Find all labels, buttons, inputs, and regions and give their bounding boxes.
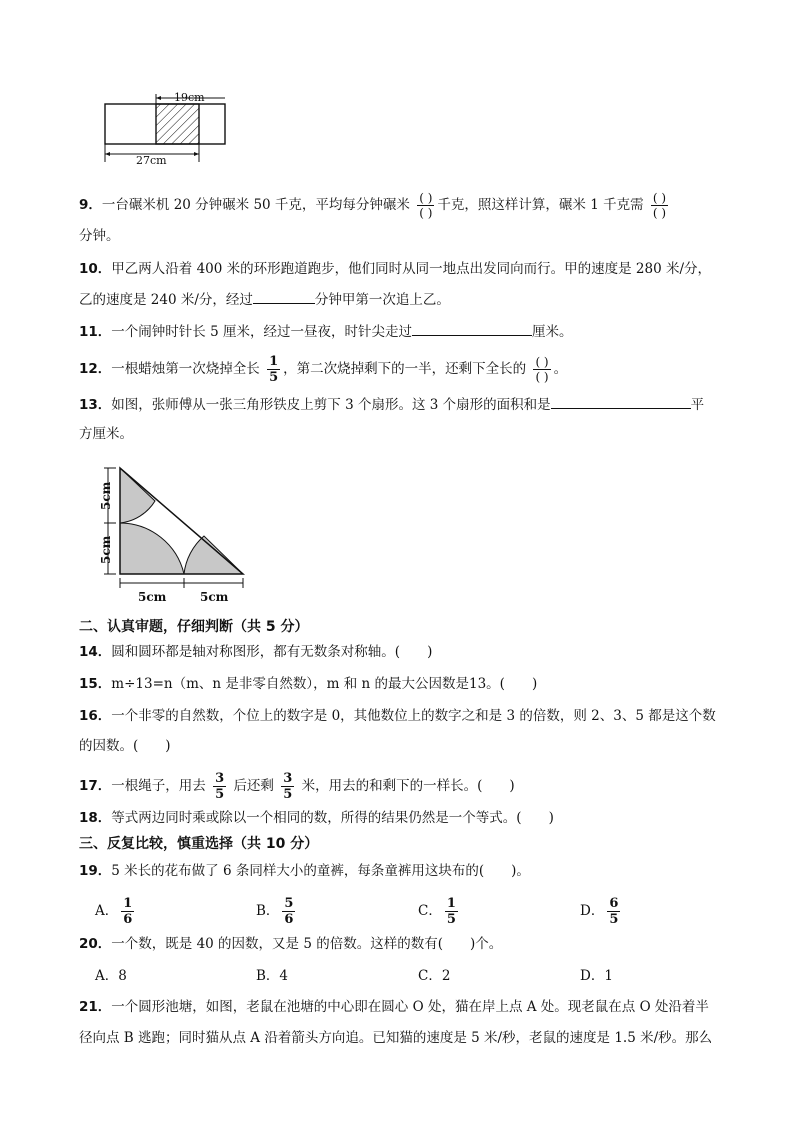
answer-blank[interactable] [412,321,532,336]
question-16-cont: 的因数。( ) [79,738,171,754]
question-10-cont: 乙的速度是 240 米/分，经过 分钟甲第一次追上乙。 [79,289,450,310]
answer-fraction-blank[interactable]: $\frac{( )}{( )}$ [535,355,549,384]
question-13-cont: 方厘米。 [79,426,133,442]
question-19: 19．5 米长的花布做了 6 条同样大小的童裤，每条童裤用这块布的( )。 [79,863,530,879]
label-bottom-right: 5cm [200,590,229,604]
strip-figure [100,88,230,168]
option-a[interactable]: A．8 [95,968,127,984]
answer-fraction-blank[interactable]: $\frac{( )}{( )}$ [652,191,667,220]
fraction: $\frac{1}{5}$ [269,354,279,385]
fraction: $\frac{3}{5}$ [215,771,225,802]
option-b[interactable]: B．4 [256,968,289,984]
option-b[interactable]: B． $\frac{5}{6}$ [256,896,294,927]
question-12: 12．一根蜡烛第一次烧掉全长 $\frac{1}{5}$ ，第二次烧掉剩下的一半，还剩下全长的 $\frac{( )}{( )}$ 。 [79,354,568,385]
question-9: 9．一台碾米机 20 分钟碾米 50 千克，平均每分钟碾米 $\frac{( )}{( )}$ 千克，照这样计算，碾米 1 千克需 $\frac{( )}{( )}$ [79,191,667,220]
label-left-bottom: 5cm [99,535,113,564]
option-d[interactable]: D．1 [580,968,613,984]
question-number: 9． [79,197,102,213]
sector-bottom-left [120,523,184,574]
question-13: 13．如图，张师傅从一张三角形铁皮上剪下 3 个扇形。这 3 个扇形的面积和是 平 [79,394,704,415]
question-15: 15．m÷13=n（m、n 是非零自然数），m 和 n 的最大公因数是13。( ) [79,676,538,692]
question-21-cont: 径向点 B 逃跑；同时猫从点 A 沿着箭头方向追。已知猫的速度是 5 米/秒，老鼠的速度是 1.5 米/秒。那么 [79,1030,713,1046]
answer-blank[interactable] [253,289,315,304]
strip-top-label: 19cm [174,91,205,104]
fraction: $\frac{3}{5}$ [283,771,293,802]
triangle-figure [96,452,256,608]
question-20: 20．一个数，既是 40 的因数，又是 5 的倍数。这样的数有( )个。 [79,936,503,952]
strip-bottom-label: 27cm [136,154,167,167]
answer-blank[interactable] [551,394,691,409]
option-d[interactable]: D． $\frac{6}{5}$ [580,896,619,927]
sector-bottom-right [184,536,243,574]
section-2-heading: 二、认真审题，仔细判断（共 5 分） [79,619,309,635]
label-left-top: 5cm [99,481,113,510]
question-16: 16．一个非零的自然数，个位上的数字是 0，其他数位上的数字之和是 3 的倍数，则 2、3、5 都是这个数 [79,708,716,724]
hatched-square [156,104,199,144]
question-17: 17．一根绳子，用去 $\frac{3}{5}$ 后还剩 $\frac{3}{5}$ 米，用去的和剩下的一样长。( ) [79,771,515,802]
question-18: 18．等式两边同时乘或除以一个相同的数，所得的结果仍然是一个等式。( ) [79,810,554,826]
label-bottom-left: 5cm [138,590,167,604]
question-11: 11．一个闹钟时针长 5 厘米，经过一昼夜，时针尖走过 厘米。 [79,321,572,342]
option-a[interactable]: A． $\frac{1}{6}$ [95,896,133,927]
option-c[interactable]: C． $\frac{1}{5}$ [418,896,456,927]
question-9-cont: 分钟。 [79,228,120,244]
question-14: 14．圆和圆环都是轴对称图形，都有无数条对称轴。( ) [79,644,433,660]
section-3-heading: 三、反复比较，慎重选择（共 10 分） [79,836,319,852]
answer-fraction-blank[interactable]: $\frac{( )}{( )}$ [419,191,433,220]
question-10: 10．甲乙两人沿着 400 米的环形跑道跑步，他们同时从同一地点出发同向而行。甲的速度是 280 米/分， [79,261,712,277]
sector-top [120,468,155,523]
question-21: 21．一个圆形池塘，如图，老鼠在池塘的中心即在圆心 O 处，猫在岸上点 A 处。现老鼠在点 O 处沿着半 [79,999,709,1015]
option-c[interactable]: C．2 [418,968,451,984]
